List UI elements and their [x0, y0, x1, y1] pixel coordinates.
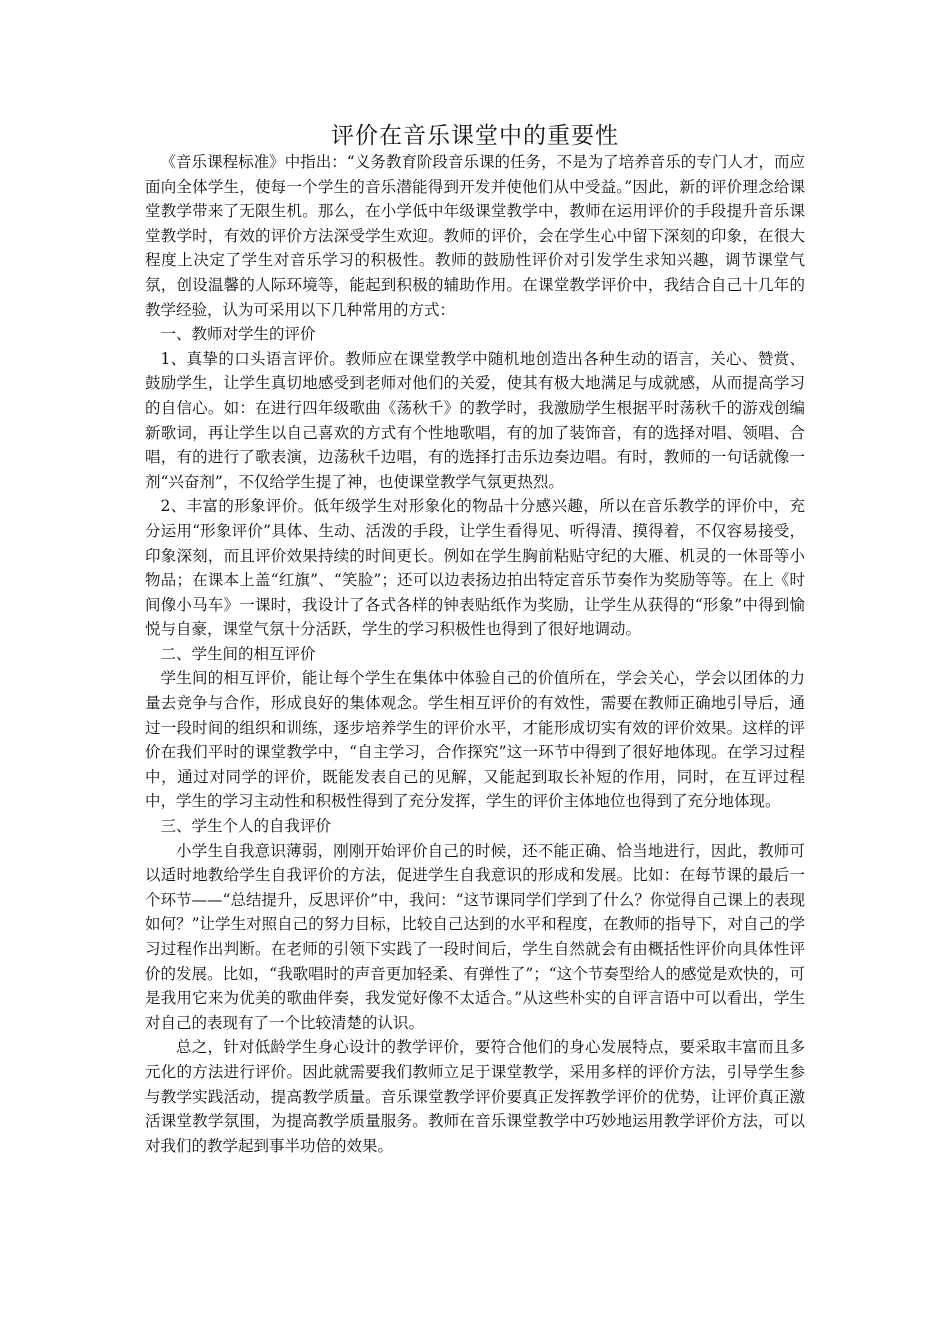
paragraph-image-evaluation: 2、丰富的形象评价。低年级学生对形象化的物品十分感兴趣，所以在音乐教学的评价中，充分运用“形象评价”具体、生动、活泼的手段，让学生看得见、听得清、摸得着，不仅容易接受，印象深刻，而且评价效果持续的时间更长。例如在学生胸前粘贴守纪的大雁、机灵的一休哥等小物品；在课本上盖“红旗”、“笑脸”；还可以边表扬边拍出特定音乐节奏作为奖励等等。在上《时间像小马车》一课时，我设计了各式各样的钟表贴纸作为奖励，让学生从获得的“形象”中得到愉悦与自豪，课堂气氛十分活跃，学生的学习积极性也得到了很好地调动。: [145, 497, 805, 639]
paragraph-peer-evaluation: 学生间的相互评价，能让每个学生在集体中体验自己的价值所在，学会关心，学会以团体的力量去竞争与合作，形成良好的集体观念。学生相互评价的有效性，需要在教师正确地引导后，通过一段时间的组织和训练，逐步培养学生的评价水平，才能形成切实有效的评价效果。这样的评价在我们平时的课堂教学中，“自主学习，合作探究”这一环节中得到了很好地体现。在学习过程中，通过对同学的评价，既能发表自己的见解，又能起到取长补短的作用，同时，在互评过程中，学生的学习主动性和积极性得到了充分发挥，学生的评价主体地位也得到了充分地体现。: [145, 669, 805, 811]
document-body: [145, 150, 805, 1158]
paragraph-self-evaluation: 小学生自我意识薄弱，刚刚开始评价自己的时候，还不能正确、恰当地进行，因此，教师可以适时地教给学生自我评价的方法，促进学生自我意识的形成和发展。比如：在每节课的最后一个环节——“总结提升，反思评价”中，我问：“这节课同学们学到了什么？你觉得自己课上的表现如何？”让学生对照自己的努力目标，比较自己达到的水平和程度，在教师的指导下，对自己的学习过程作出判断。在老师的引领下实践了一段时间后，学生自然就会有由概括性评价向具体性评价的发展。比如，“我歌唱时的声音更加轻柔、有弹性了”；“这个节奏型给人的感觉是欢快的，可是我用它来为优美的歌曲伴奏，我发觉好像不太适合。”从这些朴实的自评言语中可以看出，学生对自己的表现有了一个比较清楚的认识。: [145, 841, 805, 1032]
paragraph-oral-evaluation: 1、真挚的口头语言评价。教师应在课堂教学中随机地创造出各种生动的语言，关心、赞赏、鼓励学生，让学生真切地感受到老师对他们的关爱，使其有极大地满足与成就感，从而提高学习的自信心。如：在进行四年级歌曲《荡秋千》的教学时，我激励学生根据平时荡秋千的游戏创编新歌词，再让学生以自己喜欢的方式有个性地歌唱，有的加了装饰音，有的选择对唱、领唱、合唱，有的进行了歌表演，边荡秋千边唱，有的选择打击乐边奏边唱。有时，教师的一句话就像一剂“兴奋剂”，不仅给学生提了神，也使课堂教学气氛更热烈。: [145, 349, 805, 491]
document-title: 评价在音乐课堂中的重要性: [331, 123, 619, 149]
paragraph-conclusion: 总之，针对低龄学生身心设计的教学评价，要符合他们的身心发展特点，要采取丰富而且多元化的方法进行评价。因此就需要我们教师立足于课堂教学，采用多样的评价方法，引导学生参与教学实践活动，提高教学质量。音乐课堂教学评价要真正发挥教学评价的优势，让评价真正激活课堂教学氛围，为提高教学质量服务。教师在音乐课堂教学中巧妙地运用教学评价方法，可以对我们的教学起到事半功倍的效果。: [145, 1038, 805, 1155]
section-heading-1: 一、教师对学生的评价: [160, 325, 316, 344]
paragraph-intro: 《音乐课程标准》中指出：“义务教育阶段音乐课的任务，不是为了培养音乐的专门人才，而应面向全体学生，使每一个学生的音乐潜能得到开发并使他们从中受益。”因此，新的评价理念给课堂教学带来了无限生机。那么，在小学低中年级课堂教学中，教师在运用评价的手段提升音乐课堂教学时，有效的评价方法深受学生欢迎。教师的评价，会在学生心中留下深刻的印象，在很大程度上决定了学生对音乐学习的积极性。教师的鼓励性评价对引发学生求知兴趣，调节课堂气氛，创设温馨的人际环境等，能起到积极的辅助作用。在课堂教学评价中，我结合自己十几年的教学经验，认为可采用以下几种常用的方式：: [145, 153, 805, 319]
section-heading-2: 二、学生间的相互评价: [160, 644, 316, 663]
section-heading-3: 三、学生个人的自我评价: [160, 817, 332, 836]
